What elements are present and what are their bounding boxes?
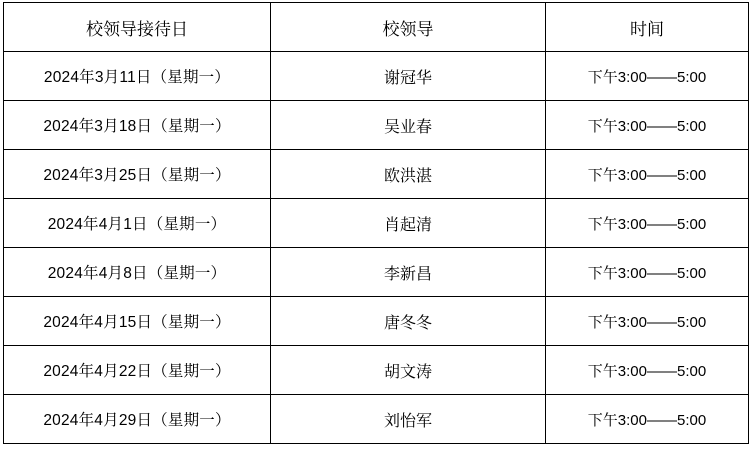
cell-date: 2024年4月15日（星期一） [4,297,271,346]
cell-leader: 吴业春 [271,101,546,150]
cell-date: 2024年4月29日（星期一） [4,395,271,444]
cell-time: 下午3:00——5:00 [546,101,749,150]
table-row [4,199,749,248]
reception-day-schedule-table [3,2,749,444]
table-header-row [4,3,749,52]
cell-time: 下午3:00——5:00 [546,199,749,248]
table-row [4,52,749,101]
cell-leader: 肖起清 [271,199,546,248]
table-row [4,395,749,444]
cell-time: 下午3:00——5:00 [546,52,749,101]
cell-date: 2024年3月18日（星期一） [4,101,271,150]
table-row [4,150,749,199]
column-header-reception-day: 校领导接待日 [4,3,271,52]
table-body [4,52,749,444]
cell-date: 2024年3月11日（星期一） [4,52,271,101]
table-row [4,101,749,150]
cell-time: 下午3:00——5:00 [546,395,749,444]
cell-leader: 胡文涛 [271,346,546,395]
table-row [4,297,749,346]
table-row [4,248,749,297]
cell-time: 下午3:00——5:00 [546,150,749,199]
cell-leader: 谢冠华 [271,52,546,101]
cell-leader: 刘怡军 [271,395,546,444]
cell-time: 下午3:00——5:00 [546,248,749,297]
table-header [4,3,749,52]
cell-leader: 李新昌 [271,248,546,297]
column-header-leader: 校领导 [271,3,546,52]
cell-time: 下午3:00——5:00 [546,346,749,395]
cell-leader: 唐冬冬 [271,297,546,346]
cell-date: 2024年4月22日（星期一） [4,346,271,395]
cell-date: 2024年4月8日（星期一） [4,248,271,297]
cell-time: 下午3:00——5:00 [546,297,749,346]
cell-date: 2024年3月25日（星期一） [4,150,271,199]
table-row [4,346,749,395]
column-header-time: 时间 [546,3,749,52]
cell-date: 2024年4月1日（星期一） [4,199,271,248]
cell-leader: 欧洪湛 [271,150,546,199]
